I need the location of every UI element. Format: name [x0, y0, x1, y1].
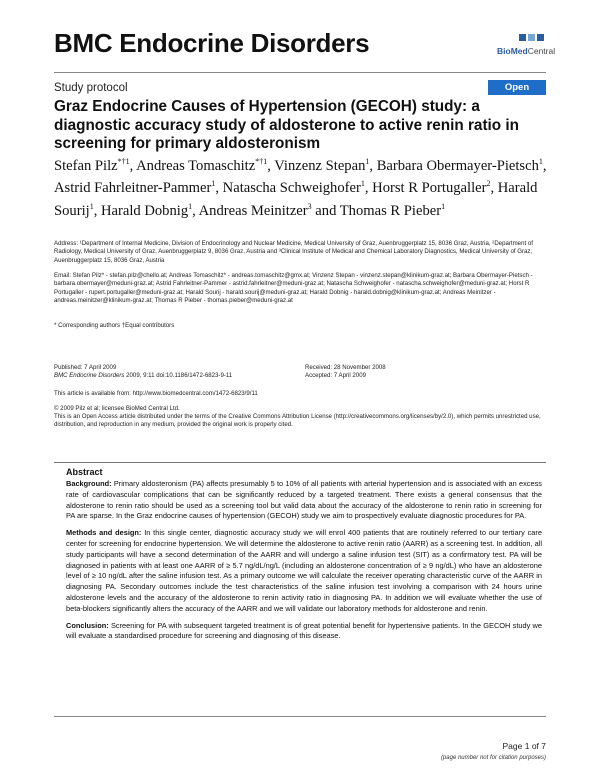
author-emails: Email: Stefan Pilz* - stefan.pilz@chello.at; Andreas Tomaschitz* - andreas.tomaschitz@gmx.at; Vinzenz Stepan - vinzenz.stepan@klinikum-graz.at; Barbara Obermayer-Pietsch - barbara.obermayer@meduni-graz.at; Astrid Fahrleitner-Pammer - astrid.fahrleitner@meduni-graz.at; Natascha Schweighofer - natascha.schweighofer@meduni-graz.at; Horst R Portugaller - rupert.portugaller@meduni-graz.at; Harald Sourij - harald.sourij@meduni-graz.at; Harald Dobnig - harald.dobnig@klinikum-graz.at; Andreas Meinitzer - andreas.meinitzer@klinikum-graz.at; Thomas R Pieber - thomas.pieber@meduni-graz.at	[54, 272, 533, 305]
author-name: Astrid Fahrleitner-Pammer	[54, 180, 212, 197]
received-date: Received: 28 November 2008	[305, 364, 386, 371]
author-affiliation-mark: 1	[211, 179, 216, 189]
abstract-background: Background: Primary aldosteronism (PA) affects presumably 5 to 10% of all patients with arterial hypertension and is associated with an excess rate of cardiovascular complications that can be significantly reduced by a targeted treatment. There exists a general consensus that the aldosterone to renin ratio should be used as a screening tool but valid data about the accuracy of the aldosterone to renin ratio in screening for PA are sparse. In the Graz endocrine causes of hypertension (GECOH) study we aim to prospectively evaluate diagnostic procedures for PA.	[66, 479, 542, 521]
review-dates	[305, 364, 545, 381]
author-affiliation-mark: 1	[89, 201, 94, 211]
author-affiliation-mark: 1	[188, 201, 193, 211]
affiliations: Address: ¹Department of Internal Medicine, Division of Endocrinology and Nuclear Medicine, Medical University of Graz, Auenbruggerplatz 15, 8036 Graz, Austria, ²Department of Radiology, Medical University of Graz, Auenbruggerplatz 9, 8036 Graz, Austria and ³Clinical Institute of Medical and Chemical Laboratory Diagnostics, Medical University of Graz, Auenbruggerplatz 15, 8036 Graz, Austria	[54, 240, 533, 264]
author-name: Harald Sourij	[54, 180, 538, 219]
article-type: Study protocol	[54, 82, 128, 94]
accepted-date: Accepted: 7 April 2009	[305, 372, 366, 380]
footer-rule	[54, 716, 546, 717]
page-number: Page 1 of 7	[502, 741, 546, 751]
author-name: Vinzenz Stepan	[274, 157, 366, 174]
logo-square	[537, 34, 544, 41]
logo-square	[528, 34, 535, 41]
article-url[interactable]: This article is available from: http://www.biomedcentral.com/1472-6823/9/11	[54, 390, 258, 397]
author-name: Thomas R Pieber	[339, 202, 442, 219]
author-affiliation-mark: *†1	[117, 157, 130, 166]
corresponding-note: * Corresponding authors †Equal contributors	[54, 322, 175, 329]
open-access-badge: Open Access	[488, 80, 546, 95]
author-affiliation-mark: 1	[360, 179, 365, 189]
license-text: This is an Open Access article distributed under the terms of the Creative Commons Attribution License (http://creativecommons.org/licenses/by/2.0), which permits unrestricted use, distribution, and reproduction in any medium, provided the original work is properly cited.	[54, 413, 541, 429]
article-title: Graz Endocrine Causes of Hypertension (GECOH) study: a diagnostic accuracy study of aldosterone to active renin ratio in screening for primary aldosteronism	[54, 98, 519, 152]
publisher-logo	[497, 34, 567, 58]
publication-info	[54, 364, 284, 381]
copyright: © 2009 Pilz et al; licensee BioMed Central Ltd.	[54, 405, 180, 412]
author-name: Natascha Schweighofer	[222, 180, 361, 197]
author-list: Stefan Pilz$^{*\dagger 1}$, Andreas Tomaschitz$^{*\dagger 1}$, Vinzenz Stepan$^1$, Barbara Obermayer-Pietsch$^1$, Astrid Fahrleitner-Pammer$^1$, Natascha Schweighofer$^1$, Horst R Portugaller$^2$, Harald Sourij$^1$, Harald Dobnig$^1$, Andreas Meinitzer$^3$ and Thomas R Pieber$^1$	[54, 157, 547, 219]
logo-text: BioMedCentral	[497, 46, 556, 56]
abstract-rule	[54, 462, 546, 463]
author-affiliation-mark: *†1	[255, 157, 268, 166]
logo-square	[519, 34, 526, 41]
published-date: Published: 7 April 2009	[54, 364, 117, 371]
author-affiliation-mark: 1	[538, 157, 543, 166]
header-rule	[54, 72, 546, 73]
author-name: Andreas Meinitzer	[198, 202, 308, 219]
author-name: Harald Dobnig	[100, 202, 189, 219]
author-name: Horst R Portugaller	[372, 180, 487, 197]
citation: BMC Endocrine Disorders 2009, 9:11 doi:10.1186/1472-6823-9-11	[54, 372, 233, 380]
author-affiliation-mark: 1	[365, 157, 370, 166]
author-name: Barbara Obermayer-Pietsch	[376, 157, 539, 174]
author-name: Stefan Pilz	[54, 157, 118, 174]
abstract-heading: Abstract	[66, 467, 103, 477]
author-affiliation-mark: 2	[486, 179, 491, 189]
journal-title: BMC Endocrine Disorders	[54, 28, 370, 58]
abstract-body	[66, 479, 542, 648]
author-name: Andreas Tomaschitz	[136, 157, 256, 174]
author-affiliation-mark: 1	[441, 201, 446, 211]
page-note: (page number not for citation purposes)	[440, 755, 546, 761]
abstract-methods: Methods and design: In this single center, diagnostic accuracy study we will enrol 400 patients that are routinely referred to our tertiary care center for screening for endocrine hypertension. We will determine the aldosterone to active renin ratio (AARR) as a screening test. In addition, all study participants will have a second determination of the AARR and will undergo a saline infusion test (SIT) as a confirmatory test. PA will be diagnosed in patients with at least one AARR of ≥ 5.7 ng/dL/ng/L (including an aldosterone concentration of ≥ 9 ng/dL) who have an aldosterone level of ≥ 10 ng/dL after the saline infusion test. As a primary outcome we will calculate the receiver operating characteristic curve of the AARR in diagnosing PA. Secondary outcomes include the test characteristics of the saline infusion test involving a comparison with 24 hours urine aldosterone levels and the accuracy of the aldosterone to renin activity ratio in diagnosing PA. In addition we will evaluate whether the use of beta-blockers significantly alters the accuracy of the AARR and we will validate our laboratory methods for aldosterone and renin.	[66, 528, 542, 613]
author-affiliation-mark: 3	[307, 201, 312, 211]
abstract-conclusion: Conclusion: Screening for PA with subsequent targeted treatment is of great potential benefit for hypertensive patients. In the GECOH study we will evaluate a standardised procedure for screening and diagnosing of this disease.	[66, 620, 542, 641]
